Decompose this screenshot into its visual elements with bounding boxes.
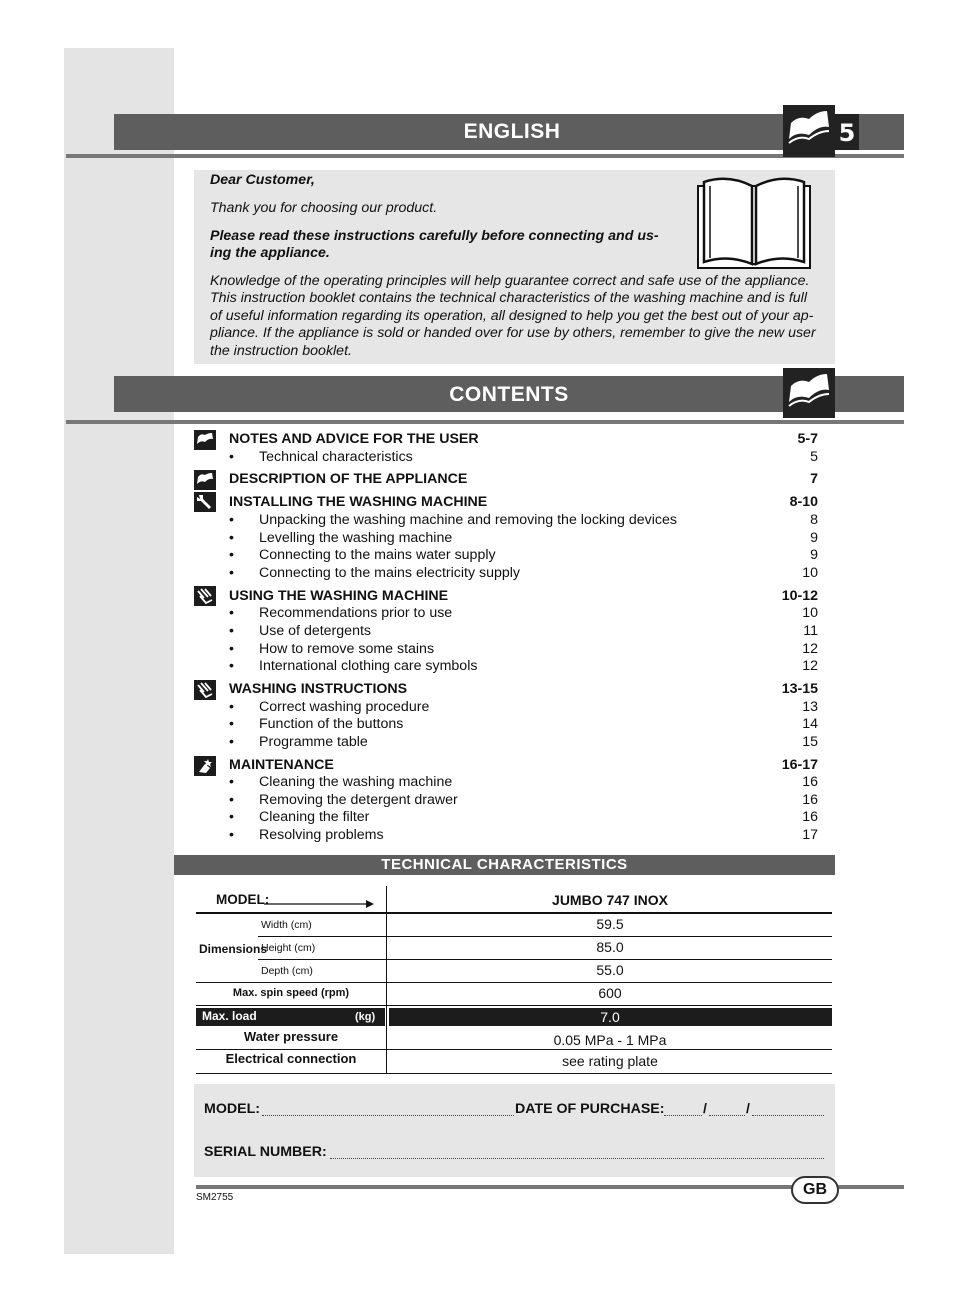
date-year-field[interactable] bbox=[752, 1115, 824, 1116]
contents-title: CONTENTS bbox=[449, 383, 569, 406]
load-label: Max. load bbox=[202, 1009, 257, 1023]
body-line-5: the instruction booklet. bbox=[210, 343, 352, 359]
depth-label: Depth (cm) bbox=[261, 965, 313, 977]
water-value: 0.05 MPa - 1 MPa bbox=[553, 1032, 667, 1048]
date-month-field[interactable] bbox=[709, 1115, 745, 1116]
toc-heading: DESCRIPTION OF THE APPLIANCE 7 bbox=[229, 471, 818, 487]
model-field[interactable] bbox=[262, 1115, 514, 1116]
toc-item: • Cleaning the filter 16 bbox=[229, 809, 818, 825]
water-label: Water pressure bbox=[243, 1029, 339, 1044]
elec-label: Electrical connection bbox=[225, 1051, 357, 1066]
row-rule bbox=[258, 959, 832, 960]
height-label: Height (cm) bbox=[261, 942, 316, 954]
toc-item: • Resolving problems 17 bbox=[229, 827, 818, 843]
tech-banner bbox=[174, 855, 835, 875]
body-line-2: This instruction booklet contains the technical characteristics of the washing machine and is full bbox=[210, 290, 807, 306]
serial-label: SERIAL NUMBER: bbox=[204, 1144, 327, 1160]
tech-title: TECHNICAL CHARACTERISTICS bbox=[381, 856, 628, 873]
greeting: Dear Customer, bbox=[210, 172, 315, 188]
body-line-3: of useful information regarding its operation, all designed to help you get the best out of your ap- bbox=[210, 308, 814, 324]
model-value: JUMBO 747 INOX bbox=[552, 892, 668, 908]
row-rule bbox=[196, 1073, 832, 1074]
model-field-label: MODEL: bbox=[204, 1101, 260, 1117]
side-strip bbox=[64, 48, 174, 1254]
load-unit: (kg) bbox=[355, 1011, 376, 1023]
elec-value: see rating plate bbox=[562, 1053, 658, 1069]
body-line-4: pliance. If the appliance is sold or handed over for use by others, remember to give the new user bbox=[210, 325, 816, 341]
toc-item: • Levelling the washing machine 9 bbox=[229, 530, 818, 546]
book-icon bbox=[783, 368, 835, 418]
toc-heading: WASHING INSTRUCTIONS 13-15 bbox=[229, 681, 818, 697]
date-separator: / bbox=[746, 1101, 750, 1117]
width-label: Width (cm) bbox=[261, 919, 312, 931]
date-label: DATE OF PURCHASE: bbox=[515, 1101, 665, 1117]
toc-heading: INSTALLING THE WASHING MACHINE 8-10 bbox=[229, 494, 818, 510]
toc-item: • Function of the buttons 14 bbox=[229, 716, 818, 732]
width-value: 59.5 bbox=[596, 916, 624, 932]
toc-item: • Unpacking the washing machine and removing the locking devices 8 bbox=[229, 512, 818, 528]
toc-item: • Technical characteristics 5 bbox=[229, 449, 818, 465]
country-badge: GB bbox=[791, 1176, 839, 1204]
open-book-icon bbox=[694, 172, 814, 272]
warning-line-1: Please read these instructions carefully before connecting and us- bbox=[210, 228, 659, 244]
warning-line-2: ing the appliance. bbox=[210, 245, 330, 261]
toc-item: • Recommendations prior to use 10 bbox=[229, 605, 818, 621]
row-rule bbox=[196, 982, 832, 983]
document-code: SM2755 bbox=[196, 1192, 234, 1203]
toc-item: • International clothing care symbols 12 bbox=[229, 658, 818, 674]
english-title: ENGLISH bbox=[463, 120, 561, 143]
body-line-1: Knowledge of the operating principles will help guarantee correct and safe use of the appliance. bbox=[210, 273, 810, 289]
height-value: 85.0 bbox=[596, 939, 624, 955]
spin-value: 600 bbox=[598, 985, 622, 1001]
toc-heading: NOTES AND ADVICE FOR THE USER 5-7 bbox=[229, 431, 818, 447]
toc-heading: MAINTENANCE 16-17 bbox=[229, 757, 818, 773]
header-rule bbox=[66, 154, 904, 158]
row-rule bbox=[258, 936, 832, 937]
arrow-icon bbox=[264, 896, 374, 906]
purchase-record bbox=[194, 1084, 835, 1177]
date-separator: / bbox=[703, 1101, 707, 1117]
toc-item: • Connecting to the mains water supply 9 bbox=[229, 547, 818, 563]
row-rule bbox=[196, 912, 832, 914]
toc-heading: USING THE WASHING MACHINE 10-12 bbox=[229, 588, 818, 604]
spin-label: Max. spin speed (rpm) bbox=[232, 987, 350, 999]
book-icon bbox=[783, 105, 835, 157]
toc-item: • Cleaning the washing machine 16 bbox=[229, 774, 818, 790]
toc-item: • Removing the detergent drawer 16 bbox=[229, 792, 818, 808]
table-divider bbox=[386, 886, 387, 1074]
dimensions-label: Dimensions bbox=[199, 942, 268, 956]
thanks-text: Thank you for choosing our product. bbox=[210, 200, 438, 216]
toc-item: • Programme table 15 bbox=[229, 734, 818, 750]
row-rule bbox=[196, 1049, 832, 1050]
date-day-field[interactable] bbox=[664, 1115, 702, 1116]
serial-field[interactable] bbox=[330, 1158, 824, 1159]
toc-item: • Use of detergents 11 bbox=[229, 623, 818, 639]
toc-item: • How to remove some stains 12 bbox=[229, 641, 818, 657]
toc-item: • Connecting to the mains electricity supply 10 bbox=[229, 565, 818, 581]
page-number: 5 bbox=[838, 119, 856, 147]
toc-item: • Correct washing procedure 13 bbox=[229, 699, 818, 715]
model-label: MODEL: bbox=[216, 892, 270, 907]
depth-value: 55.0 bbox=[596, 962, 624, 978]
contents-rule bbox=[66, 420, 904, 424]
load-value: 7.0 bbox=[600, 1009, 620, 1025]
row-rule bbox=[196, 1005, 832, 1006]
